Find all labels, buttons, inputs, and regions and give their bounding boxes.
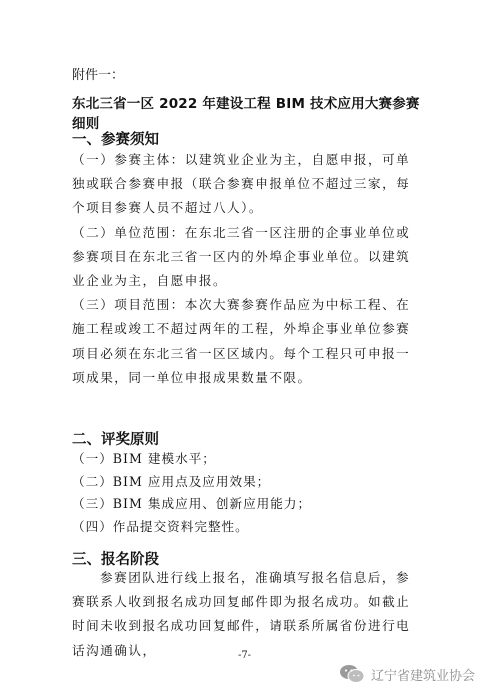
section-heading-1: 一、参赛须知 <box>72 132 159 148</box>
section1-body <box>72 148 422 390</box>
watermark <box>339 664 475 684</box>
section3-paragraph: 参赛团队进行线上报名，准确填写报名信息后，参赛联系人收到报名成功回复邮件即为报名成功。如截止时间未收到报名成功回复邮件，请联系所属省份进行电话沟通确认， <box>72 570 411 658</box>
section2-list <box>72 448 422 538</box>
document-title: 东北三省一区 2022 年建设工程 BIM 技术应用大赛参赛细则 <box>72 96 420 132</box>
section3-body <box>72 566 422 663</box>
section-heading-3: 三、报名阶段 <box>72 552 159 568</box>
page-number: -7- <box>237 650 252 661</box>
list-item: （二）BIM 应用点及应用效果； <box>72 473 271 489</box>
list-item: （四）作品提交资料完整性。 <box>72 518 249 534</box>
section1-paragraph: （一）参赛主体：以建筑业企业为主，自愿申报，可单独或联合参赛申报（联合参赛申报单位不超过三家，每个项目参赛人员不超过八人）。 <box>72 152 411 216</box>
list-item: （一）BIM 建模水平； <box>72 451 216 466</box>
section1-paragraph: （二）单位范围：在东北三省一区注册的企事业单位或参赛项目在东北三省一区内的外埠企事业单位。以建筑业企业为主，自愿申报。 <box>72 224 411 289</box>
attachment-label: 附件一： <box>72 68 125 83</box>
wechat-icon <box>339 664 365 684</box>
section-heading-2: 二、评奖原则 <box>72 432 159 448</box>
watermark-text: 辽宁省建筑业协会 <box>370 668 475 684</box>
section1-paragraph: （三）项目范围：本次大赛参赛作品应为中标工程、在施工程或竣工不超过两年的工程，外埠企事业单位参赛项目必须在东北三省一区区域内。每个工程只可申报一项成果，同一单位申报成果数量不限。 <box>72 297 411 385</box>
list-item: （三）BIM 集成应用、创新应用能力； <box>72 496 312 511</box>
